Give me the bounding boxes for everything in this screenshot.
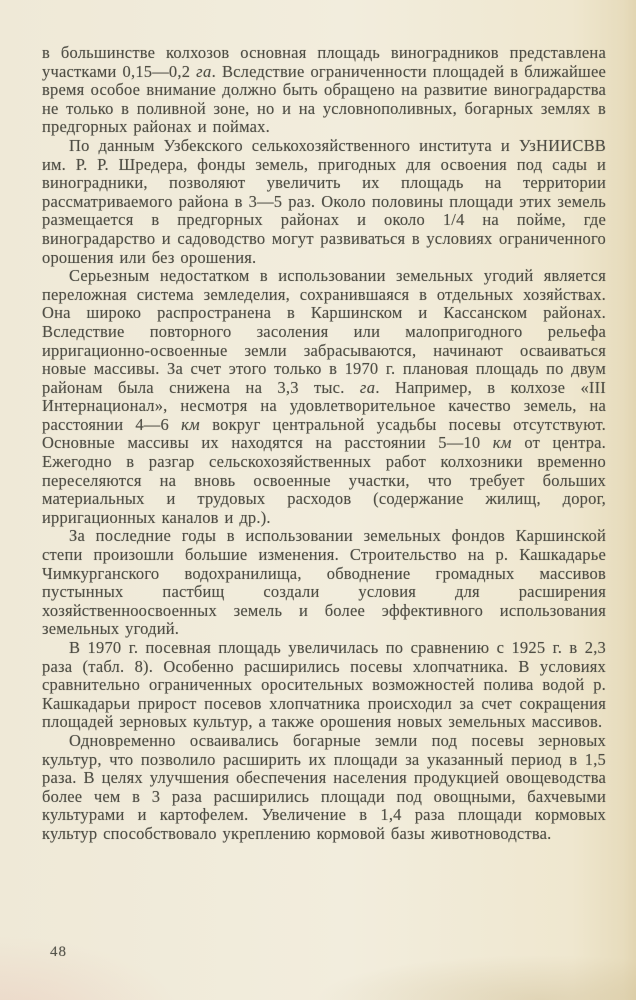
italic-unit-text: га bbox=[359, 377, 376, 397]
paragraph bbox=[42, 732, 606, 844]
body-text: За последние годы в использовании земельных фондов Каршинской степи произошли большие изменения. Строительство на р. Кашкадарье Чимкурганского водохранилища, обводнение громадных массивов пустынных пастбищ создали условия для расширения хозяйственноосвоенных земель и более эффективного использования земельных угодий. bbox=[42, 526, 606, 639]
body-text: в большинстве колхозов основная площадь виноградников представлена участками 0,15—0,2 bbox=[42, 43, 606, 81]
body-text: По данным Узбекского селькохозяйственного института и УзНИИСВВ им. Р. Р. Шредера, фонды земель, пригодных для освоения под сады и виноградники, позволяют увеличить их площадь на территории рассматриваемого района в 3—5 раз. Около половины площади этих земель размещается в предгорных районах и около 1/4 на пойме, где виноградарство и садоводство могут развиваться в условиях ограниченного орошения или без орошения. bbox=[42, 135, 606, 267]
italic-unit-text: га bbox=[196, 61, 212, 81]
paragraph bbox=[42, 137, 606, 267]
page-number: 48 bbox=[50, 944, 67, 960]
italic-unit-text: км bbox=[181, 414, 201, 434]
body-text: Одновременно осваивались богарные земли под посевы зерновых культур, что позволило расширить их площади за указанный период в 1,5 раза. В целях улучшения обеспечения населения продукцией овощеводства более чем в 3 раза расширились площади под овощными, бахчевыми культурами и картофелем. Увеличение в 1,4 раза площади кормовых культур способствовало укреплению кормовой базы животноводства. bbox=[42, 730, 606, 843]
paragraph bbox=[42, 527, 606, 639]
paragraph bbox=[42, 267, 606, 527]
body-text: В 1970 г. посевная площадь увеличилась по сравнению с 1925 г. в 2,3 раза (табл. 8). Особенно расширились посевы хлопчатника. В условиях сравнительно ограниченных оросительных возможностей полива водой р. Кашкадарьи прирост посевов хлопчатника происходил за счет сокращения площадей зерновых культур, а также орошения новых земельных массивов. bbox=[42, 638, 606, 732]
body-text: . Вследствие ограниченности площадей в ближайшее время особое внимание должно быть обращено на развитие виноградарства не только в поливной зоне, но и на условнополивных, богарных землях в предгорных районах и поймах. bbox=[42, 61, 606, 137]
body-text: . Например, в колхозе «III Интернационал», несмотря на удовлетворительное качество земель, на расстоянии 4—6 bbox=[42, 377, 606, 434]
body-text: Серьезным недостатком в использовании земельных угодий является переложная система земледелия, сохранившаяся в отдельных хозяйствах. Она широко распространена в Каршинском и Кассанском районах. Вследствие повторного засоления или малопригодного рельефа ирригационно-освоенные земли забрасываются, начинают осваиваться новые массивы. За счет этого только в 1970 г. плановая площадь по двум районам была снижена на 3,3 тыс. bbox=[42, 266, 606, 397]
body-text: вокруг центральной усадьбы посевы отсутствуют. Основные массивы их находятся на расстоянии 5—10 bbox=[42, 414, 606, 453]
body-text: от центра. Ежегодно в разгар сельскохозяйственных работ колхозники временно переселяются на вновь освоенные участки, что требует больших материальных и трудовых расходов (содержание жилищ, дорог, ирригационных каналов и др.). bbox=[42, 433, 606, 527]
paragraph bbox=[42, 639, 606, 732]
body-text-block bbox=[42, 44, 606, 844]
italic-unit-text: км bbox=[492, 433, 512, 453]
paragraph bbox=[42, 44, 606, 137]
